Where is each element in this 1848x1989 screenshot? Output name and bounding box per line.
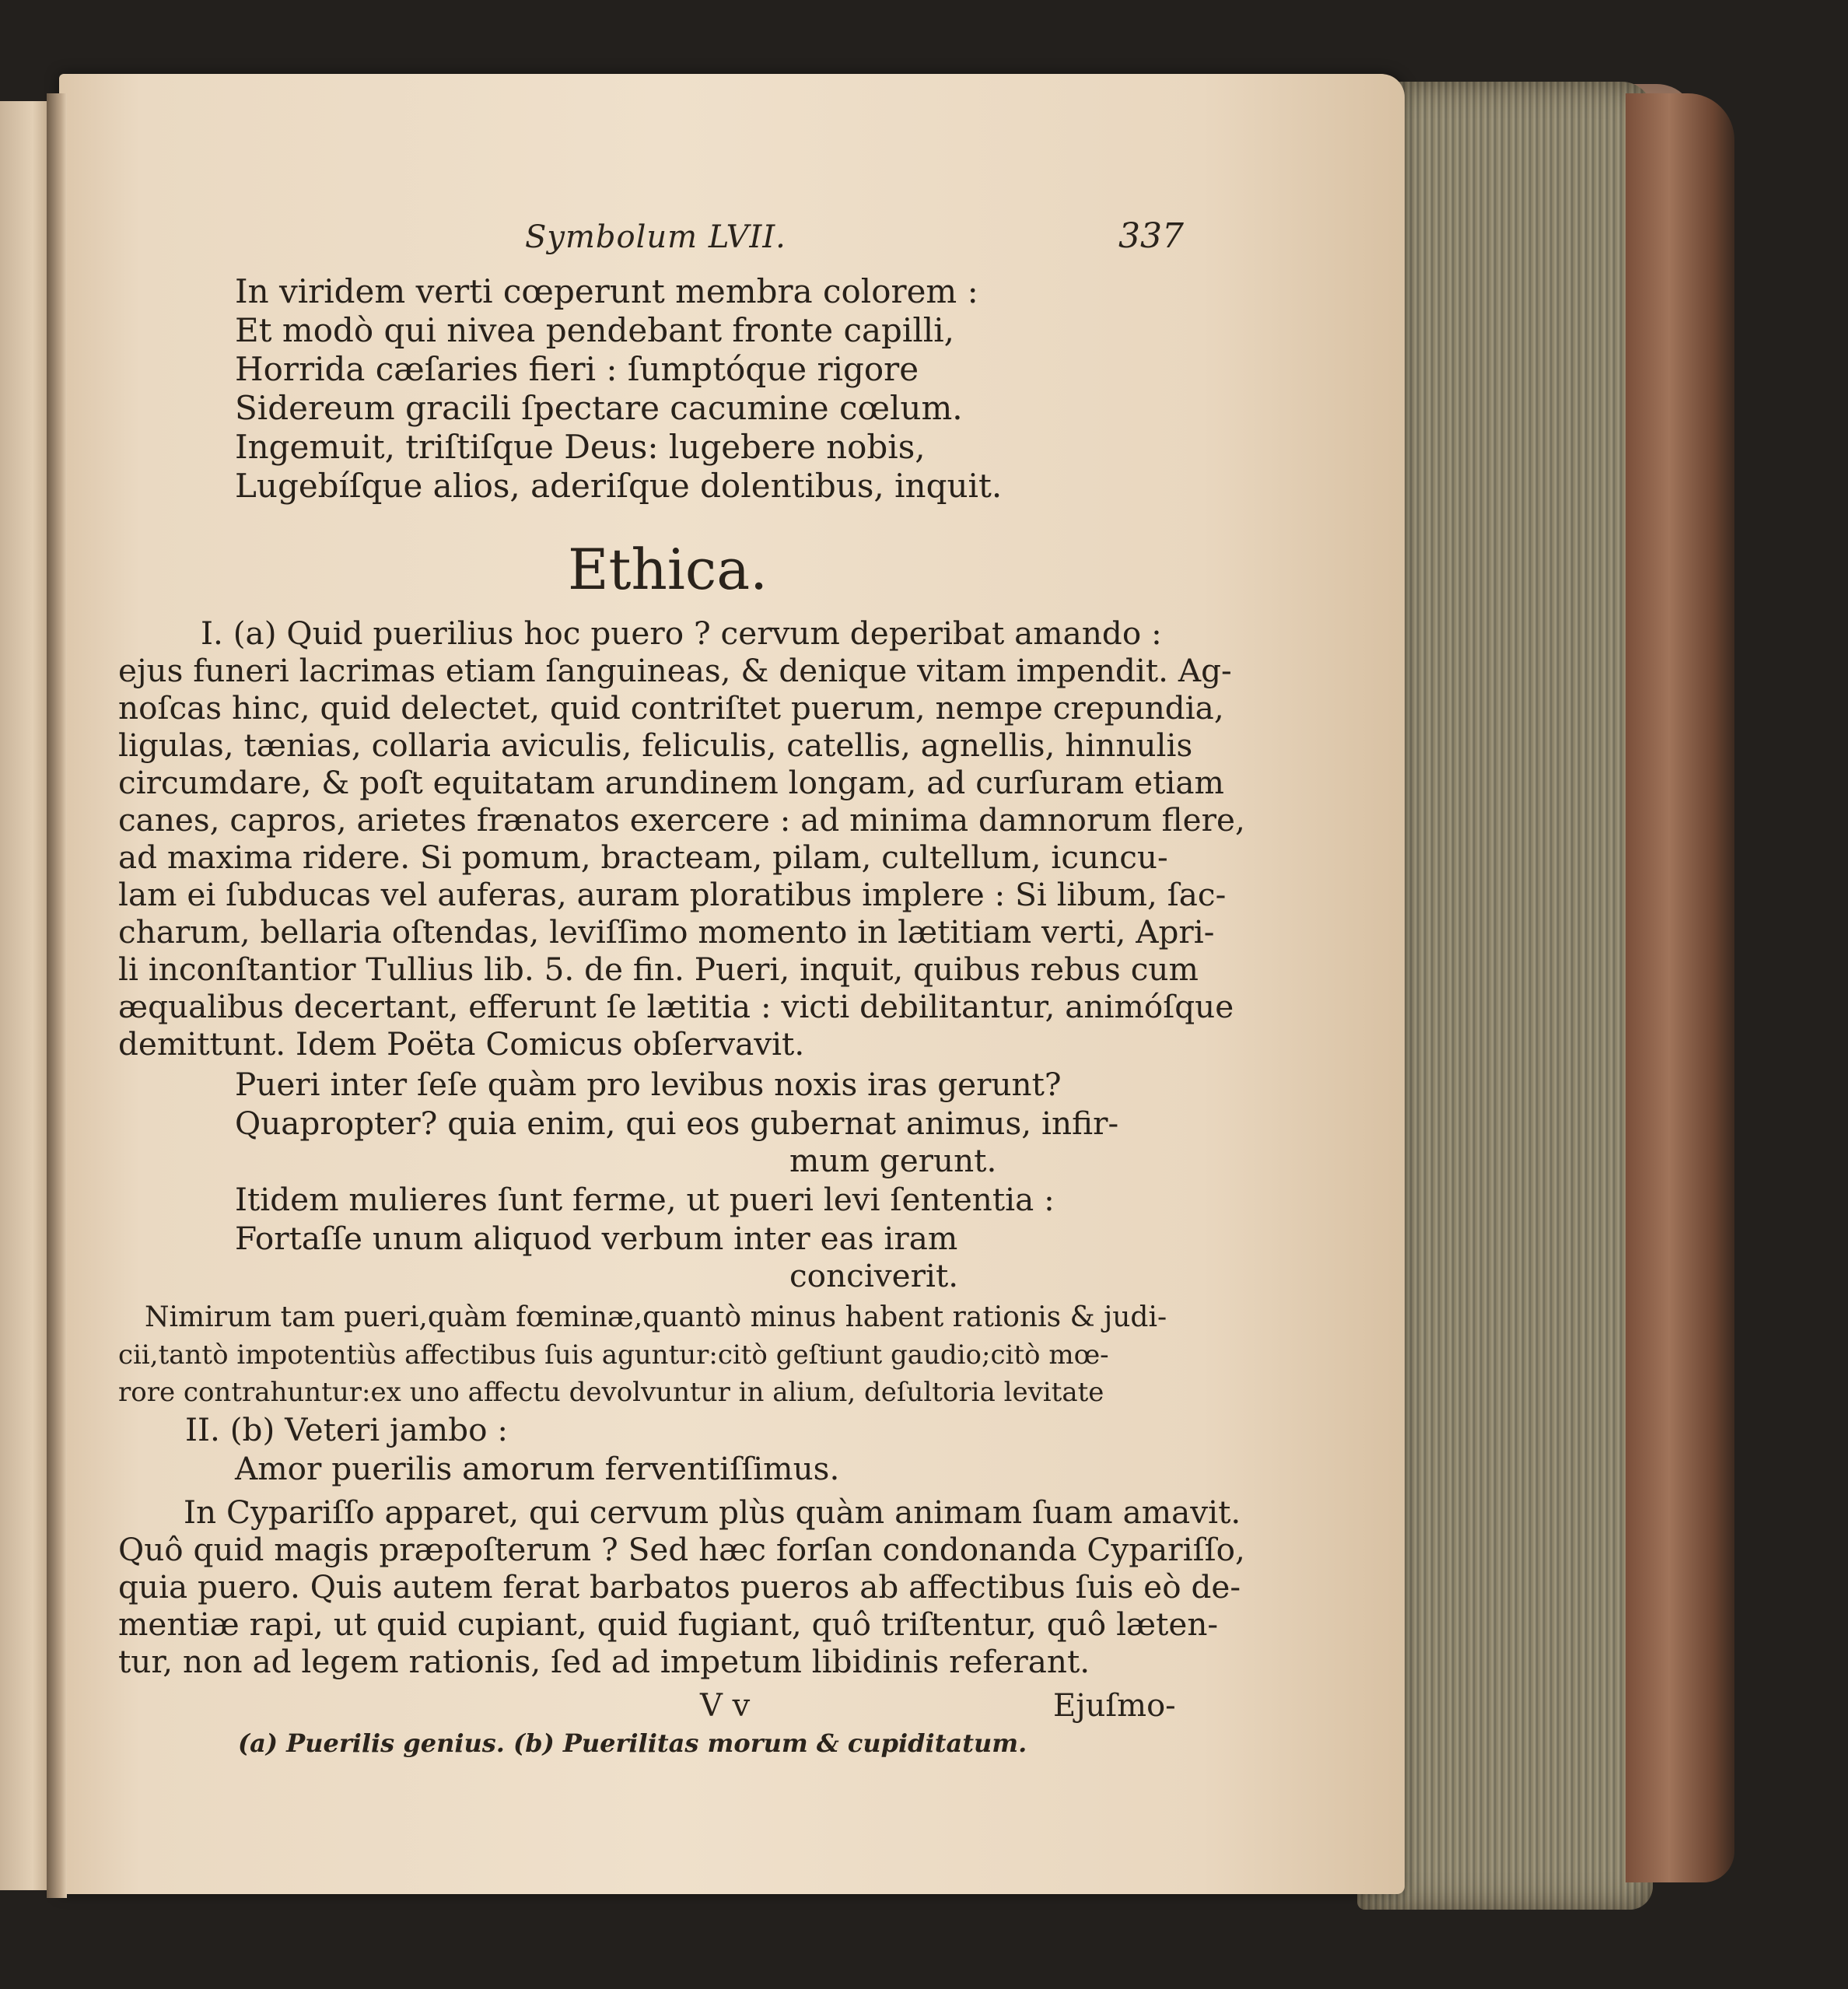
text-line: canes, capros, arietes frænatos exercere : ad minima damnorum flere, <box>118 801 1245 839</box>
verse-line: Pueri inter ſeſe quàm pro levibus noxis iras gerunt? <box>235 1066 1062 1103</box>
text-line: II. (b) Veteri jambo : <box>185 1411 509 1448</box>
text-line: æqualibus decertant, efferunt ſe lætitia : victi debilitantur, animóſque <box>118 988 1234 1025</box>
verse-line: Lugebíſque alios, aderiſque dolentibus, inquit. <box>235 467 1003 505</box>
text-line: Nimirum tam pueri,quàm fœminæ,quantò minus habent rationis & judi- <box>145 1301 1167 1333</box>
text-line: lam ei ſubducas vel auferas, auram ploratibus implere : Si libum, ſac- <box>118 876 1227 913</box>
verse-line: Itidem mulieres ſunt ferme, ut pueri levi ſententia : <box>235 1181 1055 1218</box>
text-line: ligulas, tænias, collaria aviculis, feliculis, catellis, agnellis, hinnulis <box>118 727 1193 764</box>
text-line: In Cypariſſo apparet, qui cervum plùs quàm animam ſuam amavit. <box>184 1494 1241 1531</box>
section-heading: Ethica. <box>568 537 768 602</box>
verse-line: Ingemuit, triſtiſque Deus: lugebere nobis, <box>235 428 926 466</box>
text-line: noſcas hinc, quid delectet, quid contriſtet puerum, nempe crepundia, <box>118 689 1224 727</box>
verse-line: In viridem verti cœperunt membra colorem : <box>235 272 978 310</box>
text-line: quia puero. Quis autem ferat barbatos pueros ab affectibus ſuis eò de- <box>118 1568 1241 1606</box>
footnote: (a) Puerilis genius. (b) Puerilitas morum & cupiditatum. <box>238 1728 1027 1758</box>
text-line: mentiæ rapi, ut quid cupiant, quid fugiant, quô triſtentur, quô læten- <box>118 1606 1219 1643</box>
verse-line: conciverit. <box>789 1257 959 1294</box>
book-gutter <box>47 93 67 1898</box>
text-line: rore contrahuntur:ex uno affectu devolvuntur in alium, deſultoria levitate <box>118 1377 1104 1408</box>
text-line: demittunt. Idem Poëta Comicus obſervavit. <box>118 1025 805 1063</box>
signature-mark: V v <box>700 1688 751 1724</box>
verse-line: Quapropter? quia enim, qui eos gubernat animus, infir- <box>235 1105 1119 1142</box>
verse-line: Et modò qui nivea pendebant fronte capilli, <box>235 311 955 349</box>
verse-line: Horrida cæſaries fieri : ſumptóque rigore <box>235 350 919 388</box>
page-number: 337 <box>1118 216 1184 256</box>
text-line: circumdare, & poſt equitatam arundinem longam, ad curſuram etiam <box>118 764 1224 801</box>
text-line: li inconſtantior Tullius lib. 5. de fin. Pueri, inquit, quibus rebus cum <box>118 951 1199 988</box>
verse-line: Fortaſſe unum aliquod verbum inter eas iram <box>235 1220 958 1257</box>
text-line: charum, bellaria oſtendas, leviſſimo momento in lætitiam verti, Apri- <box>118 913 1215 951</box>
text-line: cii,tantò impotentiùs affectibus ſuis aguntur:citò geſtiunt gaudio;citò mœ- <box>118 1339 1109 1371</box>
verse-line: Amor puerilis amorum ferventiſſimus. <box>235 1450 840 1487</box>
running-head: Symbolum LVII. <box>525 219 786 255</box>
text-line: ejus funeri lacrimas etiam ſanguineas, & denique vitam impendit. Ag- <box>118 652 1232 689</box>
text-line: tur, non ad legem rationis, ſed ad impetum libidinis referant. <box>118 1643 1090 1680</box>
verse-line: mum gerunt. <box>789 1142 997 1179</box>
text-line: I. (a) Quid puerilius hoc puero ? cervum deperibat amando : <box>201 615 1162 652</box>
book-cover-spine <box>1626 93 1734 1882</box>
catchword: Ejuſmo- <box>1053 1688 1176 1724</box>
verse-line: Sidereum gracili ſpectare cacumine cœlum. <box>235 389 963 427</box>
text-line: Quô quid magis præpoſterum ? Sed hæc forſan condonanda Cypariſſo, <box>118 1531 1245 1568</box>
text-line: ad maxima ridere. Si pomum, bracteam, pilam, cultellum, icuncu- <box>118 839 1168 876</box>
